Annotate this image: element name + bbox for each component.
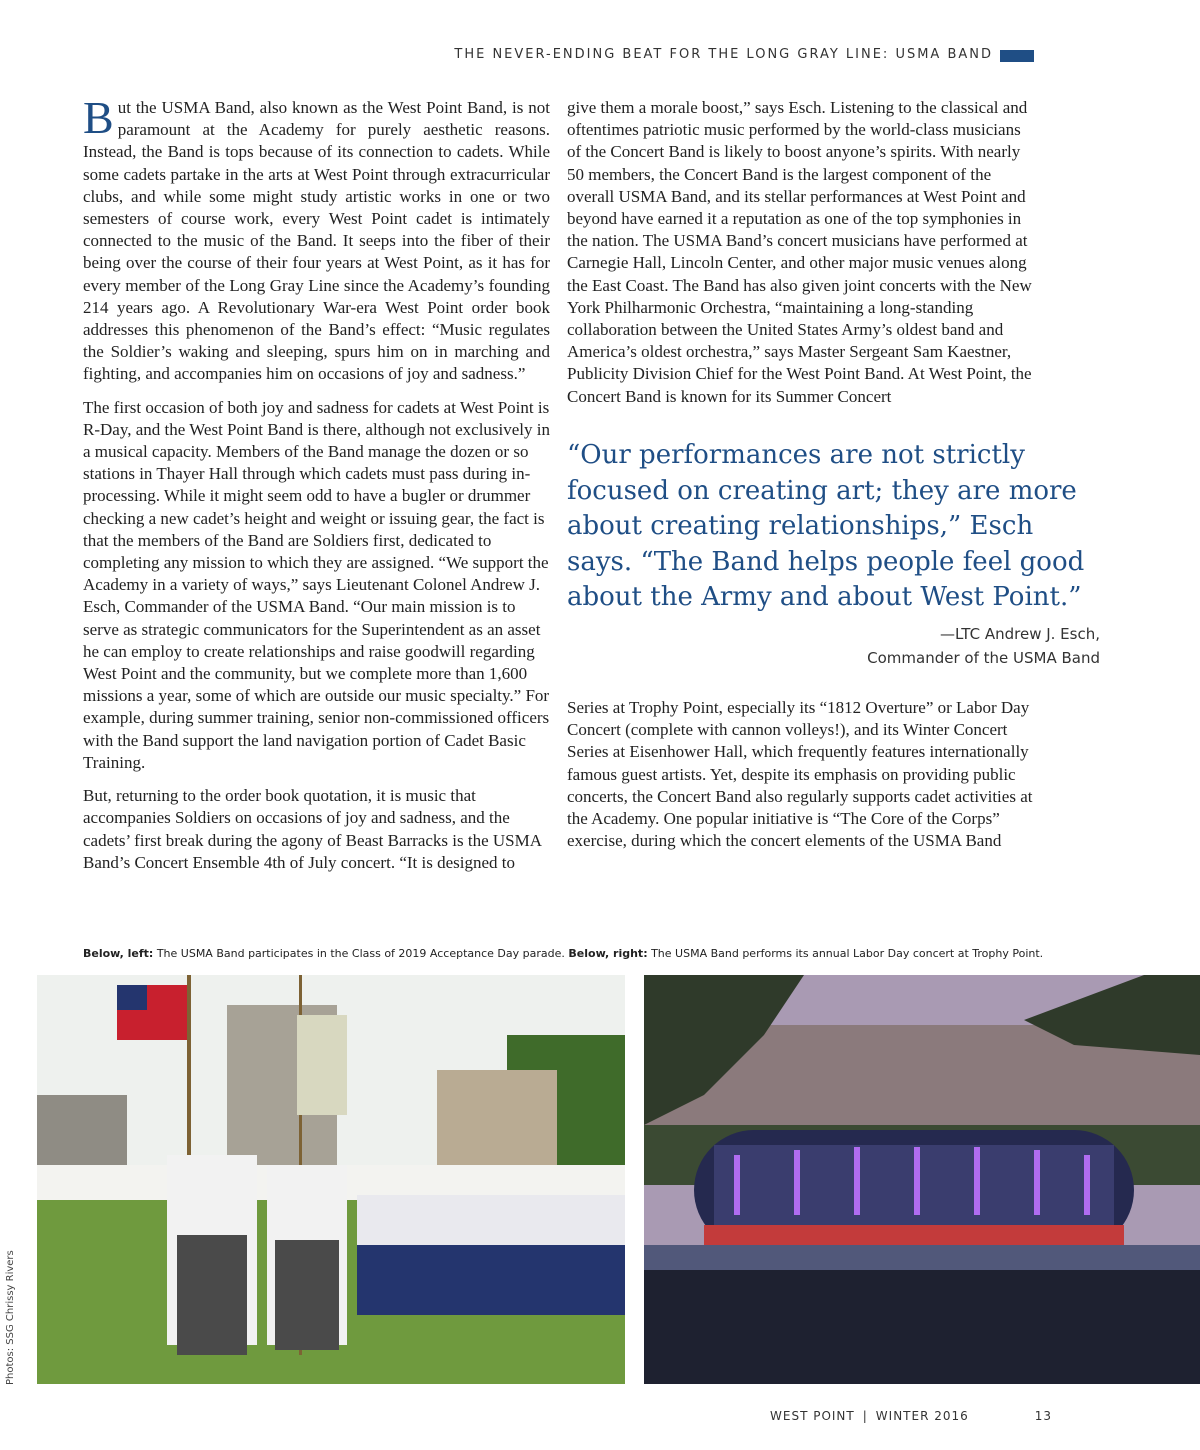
pull-quote-attribution <box>720 622 1100 670</box>
paragraph-1-text: ut the USMA Band, also known as the West Point Band, is not paramount at the Academy for purely aesthetic reasons. Instead, the Band is tops because of its connection to cadets. While some cadets partake in the arts at West Point through extracurricular clubs, and while some might study artistic works in one or two semesters of course work, every West Point cadet is intimately connected to the music of the Band. It seeps into the fiber of their being over the course of their four years at West Point, as it has for every member of the Long Gray Line since the Academy’s founding 214 years ago. A Revolutionary War-era West Point order book addresses this phenomenon of the Band’s effect: “Music regulates the Soldier’s waking and sleeping, spurs him on in marching and fighting, and accompanies him on occasions of joy and sadness.” <box>83 98 550 384</box>
photo-credit: Photos: SSG Chrissy Rivers <box>5 1250 16 1385</box>
concert-photo <box>644 975 1200 1384</box>
parade-illustration <box>37 975 625 1384</box>
attribution-title: Commander of the USMA Band <box>867 649 1100 667</box>
footer-issue: WINTER 2016 <box>875 1409 969 1423</box>
article-paragraph-2: The first occasion of both joy and sadness for cadets at West Point is R-Day, and the West Point Band is there, although not exclusively in a musical capacity. Members of the Band manage the dozen or so stations in Thayer Hall through which cadets must pass during in-processing. While it might seem odd to have a bugler or drummer checking a new cadet’s height and weight or issuing gear, the fact is that the members of the Band are Soldiers first, dedicated to completing any mission to which they are assigned. “We support the Academy in a variety of ways,” says Lieutenant Colonel Andrew J. Esch, Commander of the USMA Band. “Our main mission is to serve as strategic communicators for the Superintendent as an asset he can employ to create relationships and raise goodwill regarding West Point and the community, but we complete more than 1,600 missions a year, some of which are outside our music specialty.” For example, during summer training, senior non-commissioned officers with the Band support the land navigation portion of Cadet Basic Training. <box>83 397 551 772</box>
running-head-bar <box>1000 50 1034 62</box>
article-paragraph-5: Series at Trophy Point, especially its “1812 Overture” or Labor Day Concert (complete with cannon volleys!), and its Winter Concert Series at Eisenhower Hall, which frequently features internationally famous guest artists. Yet, despite its emphasis on providing public concerts, the Concert Band also regularly supports cadet activities at the Academy. One popular initiative is “The Core of the Corps” exercise, during which the concert elements of the USMA Band <box>567 698 1033 851</box>
caption-left-text: The USMA Band participates in the Class of 2019 Acceptance Day parade. <box>153 947 565 960</box>
footer-publication: WEST POINT <box>770 1409 855 1423</box>
article-left-column <box>83 92 551 885</box>
page-footer <box>770 1409 1052 1423</box>
article-right-column-bottom <box>567 697 1037 863</box>
pull-quote: “Our performances are not strictly focused on creating art; they are more about creating relationships,” Esch says. “The Band helps people feel good about the Army and about West Point.” <box>567 440 1085 612</box>
article-paragraph-4: give them a morale boost,” says Esch. Listening to the classical and oftentimes patriotic music performed by the world-class musicians of the Concert Band is likely to boost anyone’s spirits. With nearly 50 members, the Concert Band is the largest component of the overall USMA Band, and its stellar performances at West Point and beyond have earned it a reputation as one of the top symphonies in the nation. The USMA Band’s concert musicians have performed at Carnegie Hall, Lincoln Center, and other major music venues along the East Coast. The Band has also given joint concerts with the New York Philharmonic Orchestra, “maintaining a long-standing collaboration between the United States Army’s oldest band and America’s oldest orchestra,” says Master Sergeant Sam Kaestner, Publicity Division Chief for the West Point Band. At West Point, the Concert Band is known for its Summer Concert <box>567 98 1032 406</box>
concert-illustration <box>644 975 1200 1384</box>
page-number: 13 <box>1034 1409 1053 1423</box>
caption-right-label: Below, right: <box>568 947 648 960</box>
parade-photo <box>37 975 625 1384</box>
photo-captions <box>83 947 1193 960</box>
running-head: THE NEVER-ENDING BEAT FOR THE LONG GRAY LINE: USMA BAND <box>454 47 993 62</box>
article-right-column-top <box>567 97 1037 419</box>
caption-left-label: Below, left: <box>83 947 154 960</box>
caption-right-text: The USMA Band performs its annual Labor Day concert at Trophy Point. <box>647 947 1044 960</box>
article-paragraph-1 <box>83 92 550 386</box>
article-paragraph-3: But, returning to the order book quotation, it is music that accompanies Soldiers on occasions of joy and sadness, and the cadets’ first break during the agony of Beast Barracks is the USMA Band’s Concert Ensemble 4th of July concert. “It is designed to <box>83 786 542 872</box>
drop-cap: B <box>83 92 114 143</box>
footer-separator: | <box>862 1409 868 1423</box>
attribution-name: —LTC Andrew J. Esch, <box>940 625 1100 643</box>
